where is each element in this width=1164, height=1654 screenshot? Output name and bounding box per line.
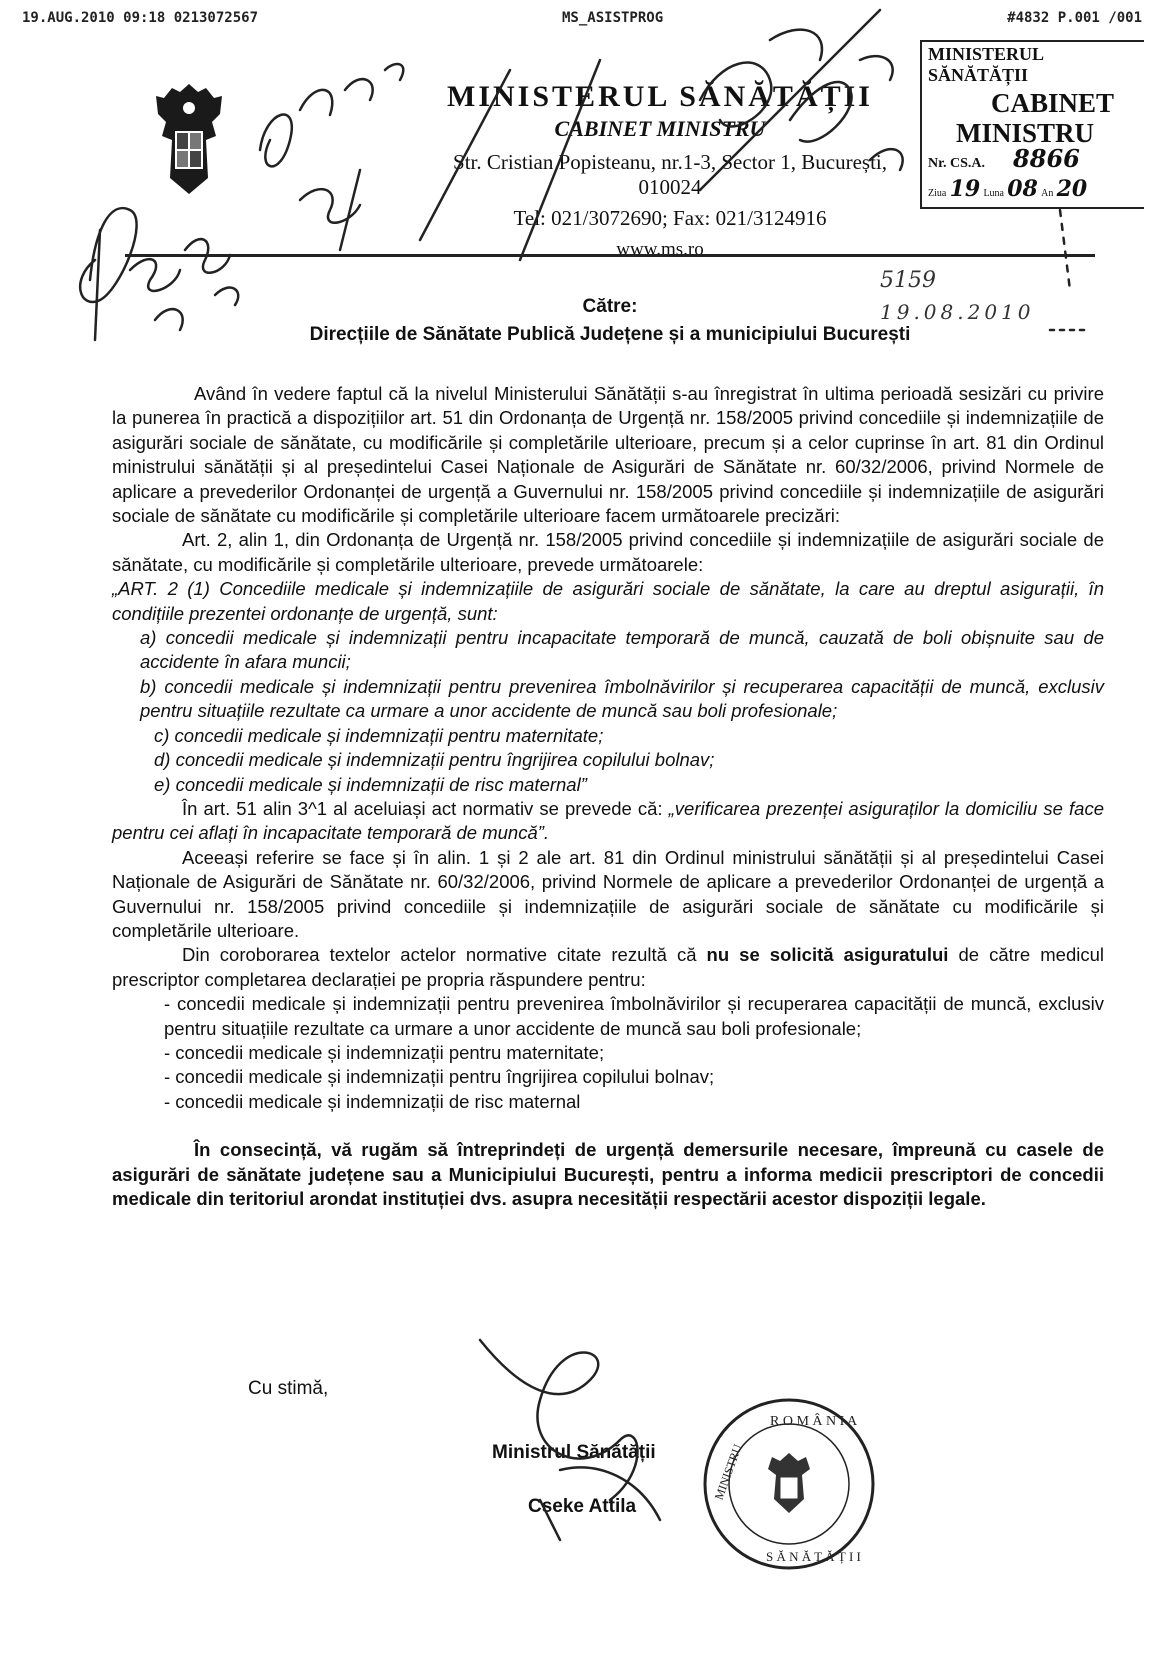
stamp-title: MINISTERUL SĂNĂTĂȚII [928,44,1044,85]
address: Str. Cristian Popisteanu, nr.1-3, Sector 1, București, 010024 [453,150,887,199]
quote-item-b: b) concedii medicale și indemnizații pentru prevenirea îmbolnăvirilor și recuperarea capacității de muncă, exclusiv pentru situațiile rezultate ca urmare a unor accidente de muncă sau boli profesionale; [140,675,1104,722]
fax-page: #4832 P.001 /001 [1007,10,1142,26]
quote-item-a: a) concedii medicale și indemnizații pentru incapacitate temporară de muncă, cauzată de boli obișnuite sau de accidente în afara muncii; [140,627,1104,673]
paragraph-2: Art. 2, alin 1, din Ordonanța de Urgență nr. 158/2005 privind concediile și indemnizațiile de asigurări sociale de sănătate, cu modificările și completările ulterioare, prevede următoarele: [112,529,1104,575]
handwritten-registration-number: 5159 [880,268,936,293]
stamp-year-label: An [1041,188,1054,199]
paragraph-3 [112,797,1104,846]
dash-item-1: - concedii medicale și indemnizații pentru prevenirea îmbolnăvirilor și recuperarea capacității de muncă, exclusiv pentru situațiile rezultate ca urmare a unor accidente de muncă sau boli profesionale; [164,993,1104,1039]
paragraph-3-lead: În art. 51 alin 3^1 al aceluiași act normativ se prevede că: [182,797,669,819]
paragraph-4: Aceeași referire se face și în alin. 1 și 2 ale art. 81 din Ordinul ministrului sănătății și al președintelui Casei Naționale de Asigurări de Sănătate nr. 60/32/2006, privind Normele de aplicare a prevederilor Ordonanței de urgență a Guvernului nr. 158/2005 privind concediile și indemnizațiile de asigurări sociale de sănătate cu modificările și completările ulterioare. [112,846,1104,941]
dash-item-2: - concedii medicale și indemnizații pentru maternitate; [164,1041,605,1063]
paragraph-5-bold: nu se solicită asiguratului [706,944,949,966]
paragraph-5 [112,943,1104,992]
stamp-cabinet: CABINET [990,88,1114,118]
website: www.ms.ro [616,239,704,260]
ministry-name: MINISTERUL SĂNĂTĂȚII [447,80,873,113]
cabinet-name: CABINET MINISTRU [554,116,766,141]
stamp-ministru: MINISTRU [955,118,1094,148]
paragraph-3-quote: „verificarea prezenței asiguraților la domiciliu se face pentru cei aflați în incapacitate temporară de muncă”. [112,797,1104,844]
paragraph-5-tail: de către medicul prescriptor completarea declarației pe propria răspundere pentru: [112,944,1104,990]
signature-title: Ministrul Sănătății [492,1442,656,1463]
stamp-month-value: 08 [1007,176,1038,202]
letterhead [360,80,920,261]
svg-text:S Ă N Ă T Ă Ț I I: S Ă N Ă T Ă Ț I I [766,1549,861,1564]
paragraph-5-lead: Din coroborarea textelor actelor normative citate rezultă că [182,944,707,966]
quote-intro: „ART. 2 (1) Concediile medicale și indemnizațiile de asigurări sociale de sănătate, la care au dreptul asigurații, în condițiile prezentei ordonanțe de urgență, sunt: [112,578,1104,624]
recipient-block [230,296,990,346]
stamp-number-value: 8866 [1013,144,1080,173]
stamp-number-label: Nr. CS.A. [928,156,986,171]
stamp-number [928,144,1080,173]
paragraph-1: Având în vedere faptul că la nivelul Ministerului Sănătății s-au înregistrat în ultima perioadă sesizări cu privire la punerea în practică a dispozițiilor art. 51 din Ordonanța de Urgență nr. 158/2005 privind concediile și indemnizațiile de asigurări sociale de sănătate, cu modificările și completările ulterioare, precum și a celor cuprinse în art. 81 din Ordinul ministrului sănătății și al președintelui Casei Naționale de Asigurări de Sănătate nr. 60/32/2006, privind Normele de aplicare a prevederilor Ordonanței de urgență a Guvernului nr. 158/2005 privind concediile și indemnizațiile de asigurări sociale de sănătate cu modificările și completările ulterioare facem următoarele precizări: [112,383,1104,527]
quote-item-d: d) concedii medicale și indemnizații pentru îngrijirea copilului bolnav; [154,749,715,771]
dash-item-4: - concedii medicale și indemnizații de risc maternal [164,1090,581,1112]
header-divider [125,254,1095,257]
conclusion-paragraph: În consecință, vă rugăm să întreprindeți de urgență demersurile necesare, împreună cu casele de asigurări de sănătate județene sau a Municipiului București, pentru a informa medicii prescriptori de concedii medicale din teritoriul arondat instituției dvs. asupra necesității respectării acestor dispoziții legale. [112,1139,1104,1209]
stamp-day-label: Ziua [928,188,947,199]
coat-of-arms-icon [150,78,228,198]
signature-name: Cseke Attila [528,1496,637,1517]
stamp-date [928,176,1138,202]
fax-header [22,10,1142,30]
quote-item-c: c) concedii medicale și indemnizații pentru maternitate; [154,724,604,746]
svg-text:R O M Â N I A: R O M Â N I A [770,1414,858,1429]
letter-body [112,382,1104,1211]
closing: Cu stimă, [248,1378,329,1399]
stamp-month-label: Luna [983,188,1004,199]
stamp-day-value: 19 [949,176,981,202]
phone-fax: Tel: 021/3072690; Fax: 021/3124916 [513,206,827,230]
fax-datetime: 19.AUG.2010 09:18 0213072567 [22,10,259,26]
registration-stamp [920,40,1144,209]
quote-item-e: e) concedii medicale și indemnizații de risc maternal” [154,773,587,795]
spacer [112,1114,1104,1138]
recipient-label: Către: [582,296,638,317]
dash-item-3: - concedii medicale și indemnizații pentru îngrijirea copilului bolnav; [164,1066,715,1088]
handwritten-registration-date: 19.08.2010 [880,300,1035,324]
official-seal-icon [700,1395,878,1573]
recipient-name: Direcțiile de Sănătate Publică Județene și a municipiului București [309,324,911,345]
stamp-year-value: 20 [1056,176,1088,202]
svg-text:MINISTRU: MINISTRU [711,1442,745,1502]
fax-sender: MS_ASISTPROG [562,10,664,26]
